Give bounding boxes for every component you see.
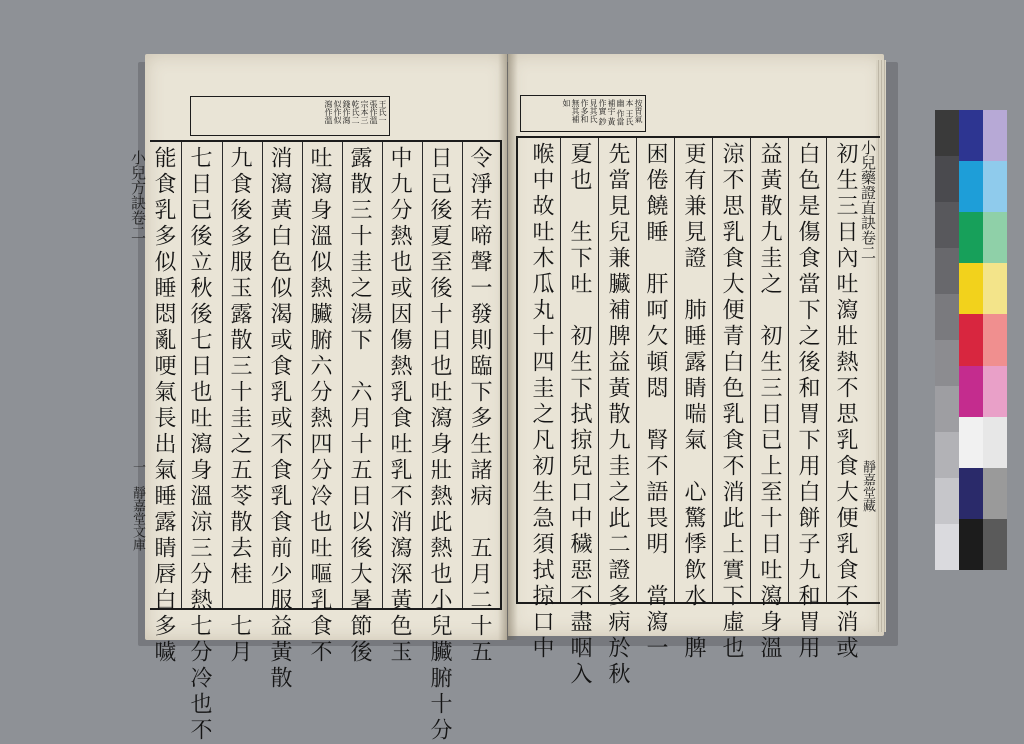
column-rule xyxy=(560,138,561,602)
color-chip xyxy=(983,110,1007,161)
color-chip xyxy=(959,468,983,519)
text-column: 涼不思乳食大便青白色乳食不消此上實下虛也 xyxy=(719,142,744,662)
color-chip xyxy=(983,161,1007,212)
text-column: 先當見兒兼臟補脾益黃散九圭之此二證多病於秋 xyxy=(605,142,630,688)
text-column: 日已後夏至後十日也吐瀉身壯熱此熱也小兒臟腑十分 xyxy=(427,146,452,744)
color-chip xyxy=(983,417,1007,468)
column-rule xyxy=(342,142,343,608)
text-column: 夏也 生下吐 初生下拭掠兒口中穢惡不盡咽入 xyxy=(567,142,592,688)
color-chip xyxy=(983,314,1007,365)
gray-chip xyxy=(935,478,959,524)
column-rule xyxy=(750,138,751,602)
text-column: 能食乳多似睡悶亂哽氣長出氣睡露睛唇白多噦 xyxy=(151,146,176,666)
text-column: 白色是傷食當下之後和胃下用白餅子九和胃用 xyxy=(795,142,820,662)
gray-chip xyxy=(935,156,959,202)
gray-chip xyxy=(935,432,959,478)
color-chip xyxy=(959,110,983,161)
color-chip xyxy=(959,314,983,365)
gray-chip xyxy=(935,294,959,340)
color-chip xyxy=(983,468,1007,519)
gray-chip xyxy=(935,202,959,248)
color-chip xyxy=(959,417,983,468)
column-rule xyxy=(422,142,423,608)
left-margin-title: 小兒方訣卷二 xyxy=(129,150,147,240)
color-chip xyxy=(983,263,1007,314)
color-chip xyxy=(983,212,1007,263)
color-chip xyxy=(959,212,983,263)
column-rule xyxy=(826,138,827,602)
column-rule xyxy=(674,138,675,602)
right-margin-title: 小兒藥證直訣卷二 xyxy=(859,140,877,260)
text-column: 困倦饒睡 肝呵欠頓悶 腎不語畏明 當瀉一 xyxy=(643,142,668,662)
column-rule xyxy=(181,142,182,608)
color-chip xyxy=(959,263,983,314)
right-headnote: 按胃氣本 王氏幽 作當補宇 黃作實 鈔見其氏 作多和 無其補如 xyxy=(520,95,646,132)
right-margin-footer: 靜嘉堂藏 xyxy=(860,460,875,512)
color-calibration-chart xyxy=(935,110,1007,570)
column-rule xyxy=(222,142,223,608)
gray-chip xyxy=(935,340,959,386)
color-chip xyxy=(983,366,1007,417)
gray-chip xyxy=(935,524,959,570)
column-rule xyxy=(636,138,637,602)
text-column: 中九分熱也或因傷熱乳食吐乳不消瀉深黃色玉 xyxy=(387,146,412,666)
color-chip xyxy=(959,519,983,570)
column-rule xyxy=(788,138,789,602)
column-rule xyxy=(382,142,383,608)
column-rule xyxy=(712,138,713,602)
gray-chip xyxy=(935,386,959,432)
left-headnote: 王氏一 張作溫 宗本三 乾氏二 錢作瀉 似作似 瀉作溫 xyxy=(190,96,390,136)
text-column: 更有兼見證 肺睡露睛喘氣 心驚悸飲水 脾 xyxy=(681,142,706,662)
left-margin-footer: 一 靜嘉堂文庫 xyxy=(130,460,145,551)
color-chip xyxy=(959,161,983,212)
left-text-block xyxy=(150,140,502,744)
text-column: 九食後多服玉露散三十圭之五苓散去桂 七月 xyxy=(227,146,252,666)
column-rule xyxy=(462,142,463,608)
text-column: 七日已後立秋後七日也吐瀉身溫涼三分熱七分冷也不 xyxy=(187,146,212,744)
text-column: 初生三日內吐瀉壯熱不思乳食大便乳食不消或 xyxy=(833,142,858,662)
gray-chip xyxy=(935,110,959,156)
text-column: 益黃散九圭之 初生三日已上至十日吐瀉身溫 xyxy=(757,142,782,662)
text-column: 令淨若啼聲一發則臨下多生諸病 五月二十五 xyxy=(467,146,492,666)
text-column: 吐瀉身溫似熱臟腑六分熱四分冷也吐嘔乳食不 xyxy=(307,146,332,666)
column-rule xyxy=(302,142,303,608)
text-column: 喉中故吐木瓜丸十四圭之凡初生急須拭掠口中 xyxy=(529,142,554,662)
color-chip xyxy=(959,366,983,417)
color-chip xyxy=(983,519,1007,570)
text-column: 露散三十圭之湯下 六月十五日以後大暑節後 xyxy=(347,146,372,666)
text-column: 消瀉黃白色似渴或食乳或不食乳食前少服益黃散 xyxy=(267,146,292,692)
column-rule xyxy=(598,138,599,602)
right-text-block xyxy=(516,136,880,688)
column-rule xyxy=(262,142,263,608)
gray-chip xyxy=(935,248,959,294)
